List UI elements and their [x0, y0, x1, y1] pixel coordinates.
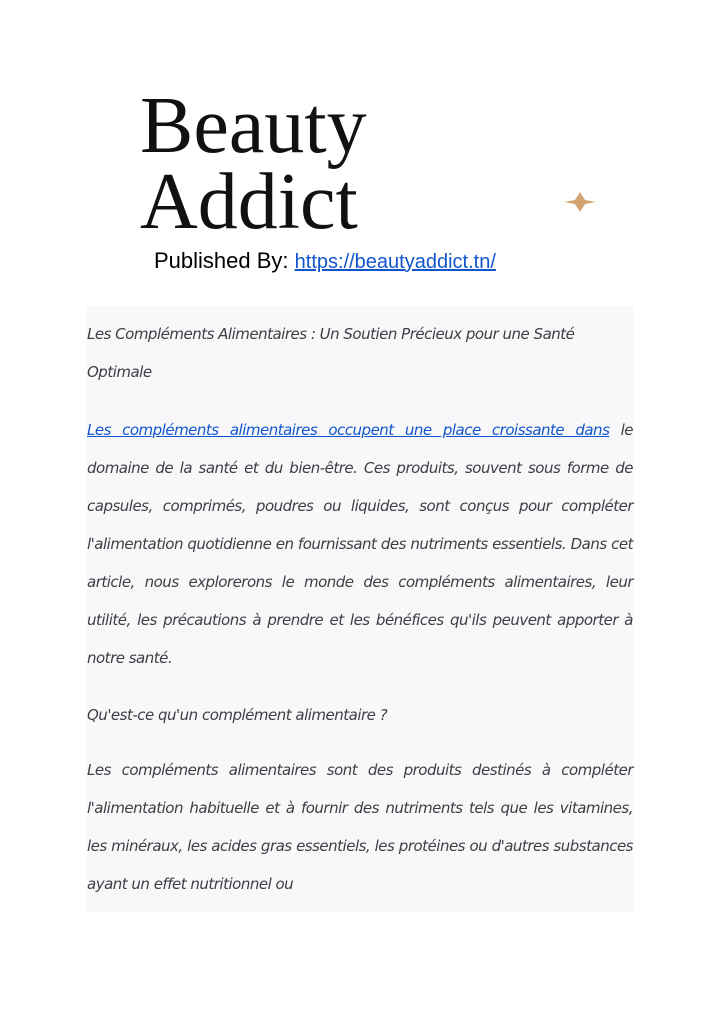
sparkle-icon — [564, 192, 596, 212]
logo-line1: Beauty — [140, 90, 367, 170]
body-paragraph: Les compléments alimentaires sont des produits destinés à compléter l'alimentation habituelle et à fournir des nutriments tels que les vitamines, les minéraux, les acides gras essentiels, les protéines ou d'autres substances ayant un effet nutritionnel ou — [87, 761, 633, 893]
article-subheading: Qu'est-ce qu'un complément alimentaire ? — [87, 706, 388, 724]
brand-logo — [140, 90, 610, 240]
published-label: Published By: — [154, 248, 289, 273]
intro-paragraph — [87, 411, 633, 677]
intro-link[interactable]: Les compléments alimentaires occupent une place croissante dans — [87, 421, 610, 439]
logo-line2: Addict — [140, 158, 358, 240]
article-title: Les Compléments Alimentaires : Un Soutien Précieux pour une Santé Optimale — [87, 325, 575, 381]
published-by — [154, 248, 496, 274]
intro-text: le domaine de la santé et du bien-être. Ces produits, souvent sous forme de capsules, comprimés, poudres ou liquides, sont conçus pour compléter l'alimentation quotidienne en fournissant des nutriments essentiels. Dans cet article, nous explorerons le monde des compléments alimentaires, leur utilité, les précautions à prendre et les bénéfices qu'ils peuvent apporter à notre santé. — [87, 421, 634, 667]
publisher-link[interactable]: https://beautyaddict.tn/ — [294, 251, 496, 273]
article-body — [87, 306, 633, 912]
